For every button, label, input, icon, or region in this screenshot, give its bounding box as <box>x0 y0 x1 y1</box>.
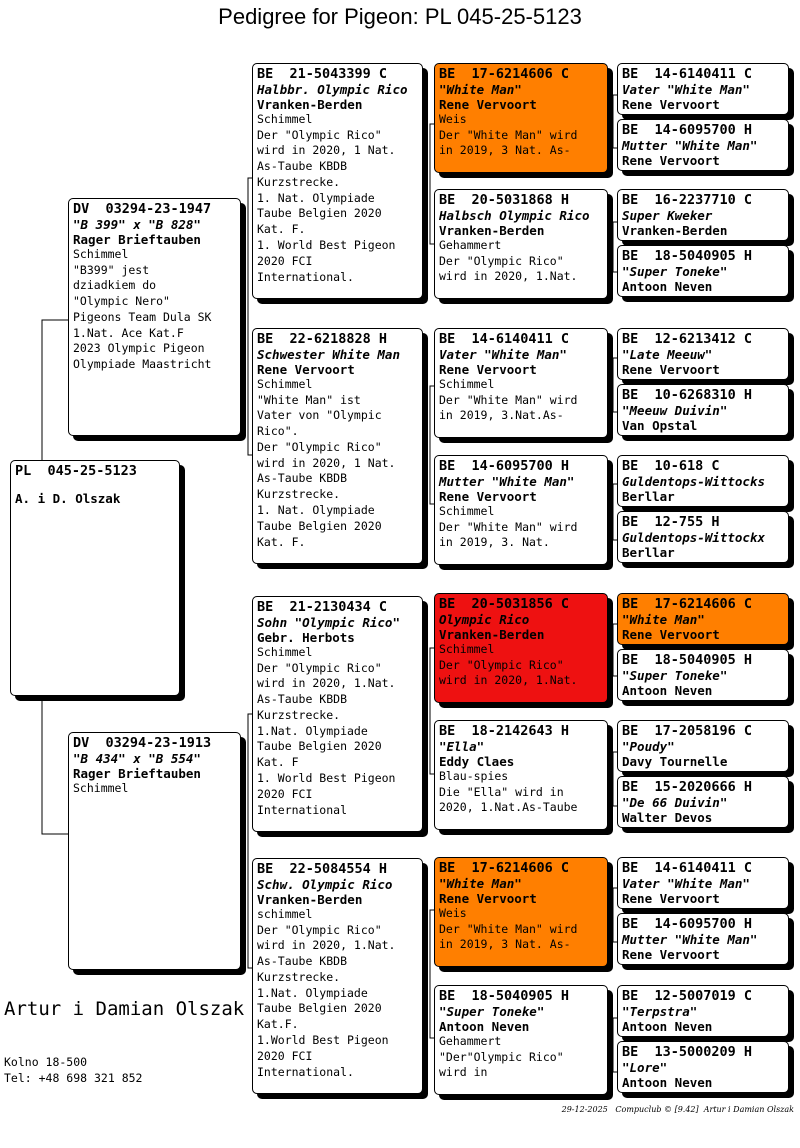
pedigree-card-ggp-4 <box>434 593 608 703</box>
ring-number: BE 20-5031868 H <box>439 192 570 208</box>
pigeon-name: "Super Toneke" <box>622 668 728 683</box>
description-line: As-Taube KBDB <box>257 471 348 486</box>
description-line: International. <box>257 269 354 284</box>
owner-name: Van Opstal <box>622 418 698 433</box>
pigeon-color: Schimmel <box>439 377 495 391</box>
description-line: wird in <box>439 1065 488 1080</box>
pigeon-name: Vater "White Man" <box>622 876 750 891</box>
pedigree-card-sire <box>68 198 241 436</box>
ring-number: BE 14-6095700 H <box>622 916 753 932</box>
description-line: Olympiade Maastricht <box>73 357 212 372</box>
owner-name: Rager Brieftauben <box>73 232 201 247</box>
pedigree-card-gp-2 <box>252 596 423 832</box>
ring-number: BE 14-6140411 C <box>622 860 753 876</box>
description-line: Kurzstrecke. <box>257 707 341 722</box>
pigeon-name: Super Kweker <box>622 208 713 223</box>
description-line: Kat. F <box>257 755 299 770</box>
owner-name: Davy Tournelle <box>622 754 728 769</box>
ring-number: BE 21-5043399 C <box>257 66 388 82</box>
pigeon-color: Weis <box>439 906 467 920</box>
ring-number: BE 18-5040905 H <box>439 988 570 1004</box>
description-line: As-Taube KBDB <box>257 692 348 707</box>
description-line: Der "White Man" wird <box>439 127 578 142</box>
description-line: Kat. F. <box>257 222 306 237</box>
description-line: "Olympic Nero" <box>73 294 170 309</box>
pedigree-card-ggp-5 <box>434 720 608 830</box>
pigeon-name: "Late Meeuw" <box>622 347 713 362</box>
description-line: Kurzstrecke. <box>257 174 341 189</box>
pigeon-name: Halbbr. Olympic Rico <box>257 82 408 97</box>
owner-name: Rene Vervoort <box>439 489 537 504</box>
description-line: in 2019, 3 Nat. As- <box>439 937 571 952</box>
owner-name: Antoon Neven <box>439 1019 530 1034</box>
owner-name: Vranken-Berden <box>622 223 728 238</box>
description-line: Der "Olympic Rico" <box>439 253 564 268</box>
owner-name: Antoon Neven <box>622 1019 713 1034</box>
description-line: wird in 2020, 1 Nat. <box>257 455 396 470</box>
breeder-address: Kolno 18-500 <box>4 1055 88 1069</box>
owner-name: Vranken-Berden <box>257 97 363 112</box>
description-line: Kurzstrecke. <box>257 487 341 502</box>
description-line: Pigeons Team Dula SK <box>73 309 212 324</box>
pigeon-name: Halbsch Olympic Rico <box>439 208 590 223</box>
description-line: wird in 2020, 1.Nat. <box>257 676 396 691</box>
description-line: 1.Nat. Olympiade <box>257 985 368 1000</box>
owner-name: Rene Vervoort <box>622 97 720 112</box>
pedigree-card-ggp-3 <box>434 455 608 565</box>
pigeon-name: Mutter "White Man" <box>439 474 575 489</box>
pigeon-color: Gehammert <box>439 238 502 252</box>
pigeon-name: "White Man" <box>439 876 522 891</box>
description-line: Der "Olympic Rico" <box>257 127 382 142</box>
ring-number: PL 045-25-5123 <box>15 463 137 479</box>
pigeon-name: Vater "White Man" <box>622 82 750 97</box>
pigeon-name: Mutter "White Man" <box>622 932 758 947</box>
pigeon-name: "B 434" x "B 554" <box>73 751 201 766</box>
pedigree-card-ggp-7 <box>434 985 608 1095</box>
owner-name: Rager Brieftauben <box>73 766 201 781</box>
pedigree-card-gggp-4 <box>617 328 789 380</box>
description-line: Die "Ella" wird in <box>439 784 564 799</box>
ring-number: BE 12-6213412 C <box>622 331 753 347</box>
owner-name: A. i D. Olszak <box>15 491 121 506</box>
pigeon-color: Schimmel <box>257 645 313 659</box>
pedigree-card-gggp-15 <box>617 1041 789 1093</box>
ring-number: BE 17-6214606 C <box>622 596 753 612</box>
pedigree-card-gggp-1 <box>617 119 789 171</box>
breeder-name: Artur i Damian Olszak <box>4 998 245 1020</box>
pedigree-card-ggp-6 <box>434 857 608 967</box>
pigeon-name: Sohn "Olympic Rico" <box>257 615 400 630</box>
owner-name: Antoon Neven <box>622 279 713 294</box>
description-line: 2020, 1.Nat.As-Taube <box>439 800 578 815</box>
description-line: 2020 FCI <box>257 1048 313 1063</box>
description-line: in 2019, 3 Nat. As- <box>439 143 571 158</box>
description-line: As-Taube KBDB <box>257 159 348 174</box>
pedigree-card-gggp-10 <box>617 720 789 772</box>
description-line: Rico". <box>257 424 299 439</box>
pedigree-card-subject <box>10 460 180 696</box>
pedigree-card-gggp-11 <box>617 776 789 828</box>
description-line: Taube Belgien 2020 <box>257 1001 382 1016</box>
pigeon-name: Guldentops-Wittocks <box>622 474 765 489</box>
description-line: "White Man" ist <box>257 392 361 407</box>
owner-name: Berllar <box>622 545 675 560</box>
pedigree-card-gggp-5 <box>617 384 789 436</box>
owner-name: Rene Vervoort <box>439 97 537 112</box>
ring-number: BE 10-6268310 H <box>622 387 753 403</box>
description-line: wird in 2020, 1.Nat. <box>439 673 578 688</box>
ring-number: BE 13-5000209 H <box>622 1044 753 1060</box>
ring-number: BE 21-2130434 C <box>257 599 388 615</box>
ring-number: BE 17-6214606 C <box>439 860 570 876</box>
pigeon-name: "Ella" <box>439 739 485 754</box>
pigeon-name: "Super Toneke" <box>622 264 728 279</box>
owner-name: Vranken-Berden <box>257 892 363 907</box>
description-line: Der "Olympic Rico" <box>257 660 382 675</box>
pigeon-color: Weis <box>439 112 467 126</box>
pedigree-card-gggp-14 <box>617 985 789 1037</box>
pigeon-name: Vater "White Man" <box>439 347 567 362</box>
description-line: Der "Olympic Rico" <box>439 657 564 672</box>
ring-number: BE 18-5040905 H <box>622 248 753 264</box>
owner-name: Antoon Neven <box>622 683 713 698</box>
ring-number: BE 22-5084554 H <box>257 861 388 877</box>
description-line: 2020 FCI <box>257 786 313 801</box>
owner-name: Vranken-Berden <box>439 223 545 238</box>
pedigree-card-gggp-13 <box>617 913 789 965</box>
pigeon-name: "Terpstra" <box>622 1004 698 1019</box>
pedigree-card-gggp-0 <box>617 63 789 115</box>
pedigree-card-gggp-9 <box>617 649 789 701</box>
description-line: 1. World Best Pigeon <box>257 238 396 253</box>
description-line: Kat.F. <box>257 1017 299 1032</box>
description-line: Kurzstrecke. <box>257 969 341 984</box>
pedigree-card-gggp-6 <box>617 455 789 507</box>
owner-name: Berllar <box>622 489 675 504</box>
pigeon-color: Blau-spies <box>439 769 509 783</box>
pedigree-card-gggp-7 <box>617 511 789 563</box>
description-line: Der "White Man" wird <box>439 392 578 407</box>
description-line: in 2019, 3.Nat.As- <box>439 408 564 423</box>
description-line: 1. Nat. Olympiade <box>257 190 375 205</box>
breeder-phone: Tel: +48 698 321 852 <box>4 1071 143 1085</box>
description-line: Vater von "Olympic <box>257 408 382 423</box>
ring-number: BE 18-2142643 H <box>439 723 570 739</box>
owner-name: Rene Vervoort <box>622 891 720 906</box>
pigeon-name: "Meeuw Duivin" <box>622 403 728 418</box>
pigeon-name: "B 399" x "B 828" <box>73 217 201 232</box>
page-footer: 29-12-2025 Compuclub © [9.42] Artur i Damian Olszak <box>561 1105 794 1114</box>
pigeon-color: Schimmel <box>73 247 129 261</box>
pigeon-name: "De 66 Duivin" <box>622 795 728 810</box>
ring-number: BE 22-6218828 H <box>257 331 388 347</box>
ring-number: BE 10-618 C <box>622 458 720 474</box>
pedigree-card-gggp-3 <box>617 245 789 297</box>
owner-name: Rene Vervoort <box>439 362 537 377</box>
pigeon-color: schimmel <box>257 907 313 921</box>
ring-number: BE 12-755 H <box>622 514 720 530</box>
breeder-address-block <box>4 1054 142 1086</box>
pigeon-name: "White Man" <box>622 612 705 627</box>
pigeon-name: "Lore" <box>622 1060 668 1075</box>
pigeon-name: Mutter "White Man" <box>622 138 758 153</box>
owner-name: Rene Vervoort <box>439 891 537 906</box>
ring-number: BE 14-6140411 C <box>622 66 753 82</box>
ring-number: BE 17-2058196 C <box>622 723 753 739</box>
owner-name: Antoon Neven <box>622 1075 713 1090</box>
pigeon-name: Schwester White Man <box>257 347 400 362</box>
description-line: 1. World Best Pigeon <box>257 771 396 786</box>
pedigree-card-ggp-0 <box>434 63 608 173</box>
pigeon-name: "Super Toneke" <box>439 1004 545 1019</box>
description-line: 1.World Best Pigeon <box>257 1033 389 1048</box>
pedigree-card-gggp-2 <box>617 189 789 241</box>
description-line: 1. Nat. Olympiade <box>257 503 375 518</box>
description-line: wird in 2020, 1.Nat. <box>257 938 396 953</box>
pigeon-name: "White Man" <box>439 82 522 97</box>
pigeon-color: Schimmel <box>257 377 313 391</box>
description-line: dziadkiem do <box>73 278 157 293</box>
page-title: Pedigree for Pigeon: PL 045-25-5123 <box>218 4 582 29</box>
ring-number: DV 03294-23-1947 <box>73 201 212 217</box>
ring-number: BE 18-5040905 H <box>622 652 753 668</box>
pigeon-color: Schimmel <box>439 642 495 656</box>
description-line: Taube Belgien 2020 <box>257 206 382 221</box>
description-line: International <box>257 802 348 817</box>
description-line: Taube Belgien 2020 <box>257 739 382 754</box>
description-line: "Der"Olympic Rico" <box>439 1049 564 1064</box>
owner-name: Gebr. Herbots <box>257 630 355 645</box>
ring-number: BE 20-5031856 C <box>439 596 570 612</box>
pedigree-card-gp-1 <box>252 328 423 564</box>
pigeon-name: Guldentops-Wittockx <box>622 530 765 545</box>
description-line: "B399" jest <box>73 262 150 277</box>
pigeon-color: Schimmel <box>257 112 313 126</box>
owner-name: Rene Vervoort <box>622 947 720 962</box>
owner-name: Rene Vervoort <box>257 362 355 377</box>
ring-number: DV 03294-23-1913 <box>73 735 212 751</box>
description-line: Taube Belgien 2020 <box>257 518 382 533</box>
ring-number: BE 17-6214606 C <box>439 66 570 82</box>
pigeon-color: Schimmel <box>439 504 495 518</box>
pedigree-card-gp-3 <box>252 858 423 1094</box>
description-line: Der "White Man" wird <box>439 921 578 936</box>
description-line: 1.Nat. Ace Kat.F <box>73 325 184 340</box>
description-line: 2020 FCI <box>257 253 313 268</box>
pigeon-name: "Poudy" <box>622 739 675 754</box>
owner-name: Walter Devos <box>622 810 713 825</box>
owner-name: Vranken-Berden <box>439 627 545 642</box>
ring-number: BE 15-2020666 H <box>622 779 753 795</box>
pedigree-card-gggp-8 <box>617 593 789 645</box>
pedigree-card-dam <box>68 732 241 970</box>
description-line: in 2019, 3. Nat. <box>439 535 550 550</box>
description-line: As-Taube KBDB <box>257 954 348 969</box>
description-line: wird in 2020, 1.Nat. <box>439 269 578 284</box>
description-line: 2023 Olympic Pigeon <box>73 341 205 356</box>
description-line: wird in 2020, 1 Nat. <box>257 143 396 158</box>
description-line: Der "Olympic Rico" <box>257 439 382 454</box>
description-line: Der "White Man" wird <box>439 519 578 534</box>
owner-name: Eddy Claes <box>439 754 515 769</box>
owner-name: Rene Vervoort <box>622 362 720 377</box>
owner-name: Rene Vervoort <box>622 153 720 168</box>
ring-number: BE 16-2237710 C <box>622 192 753 208</box>
pedigree-card-ggp-1 <box>434 189 608 299</box>
description-line: International. <box>257 1064 354 1079</box>
pedigree-card-gggp-12 <box>617 857 789 909</box>
ring-number: BE 12-5007019 C <box>622 988 753 1004</box>
description-line: 1.Nat. Olympiade <box>257 723 368 738</box>
pigeon-color: Schimmel <box>73 781 129 795</box>
owner-name: Rene Vervoort <box>622 627 720 642</box>
ring-number: BE 14-6140411 C <box>439 331 570 347</box>
pigeon-name: Schw. Olympic Rico <box>257 877 393 892</box>
description-line: Der "Olympic Rico" <box>257 922 382 937</box>
description-line: Kat. F. <box>257 534 306 549</box>
ring-number: BE 14-6095700 H <box>439 458 570 474</box>
pedigree-card-gp-0 <box>252 63 423 299</box>
pedigree-card-ggp-2 <box>434 328 608 438</box>
ring-number: BE 14-6095700 H <box>622 122 753 138</box>
pigeon-color: Gehammert <box>439 1034 502 1048</box>
pigeon-name: Olympic Rico <box>439 612 530 627</box>
